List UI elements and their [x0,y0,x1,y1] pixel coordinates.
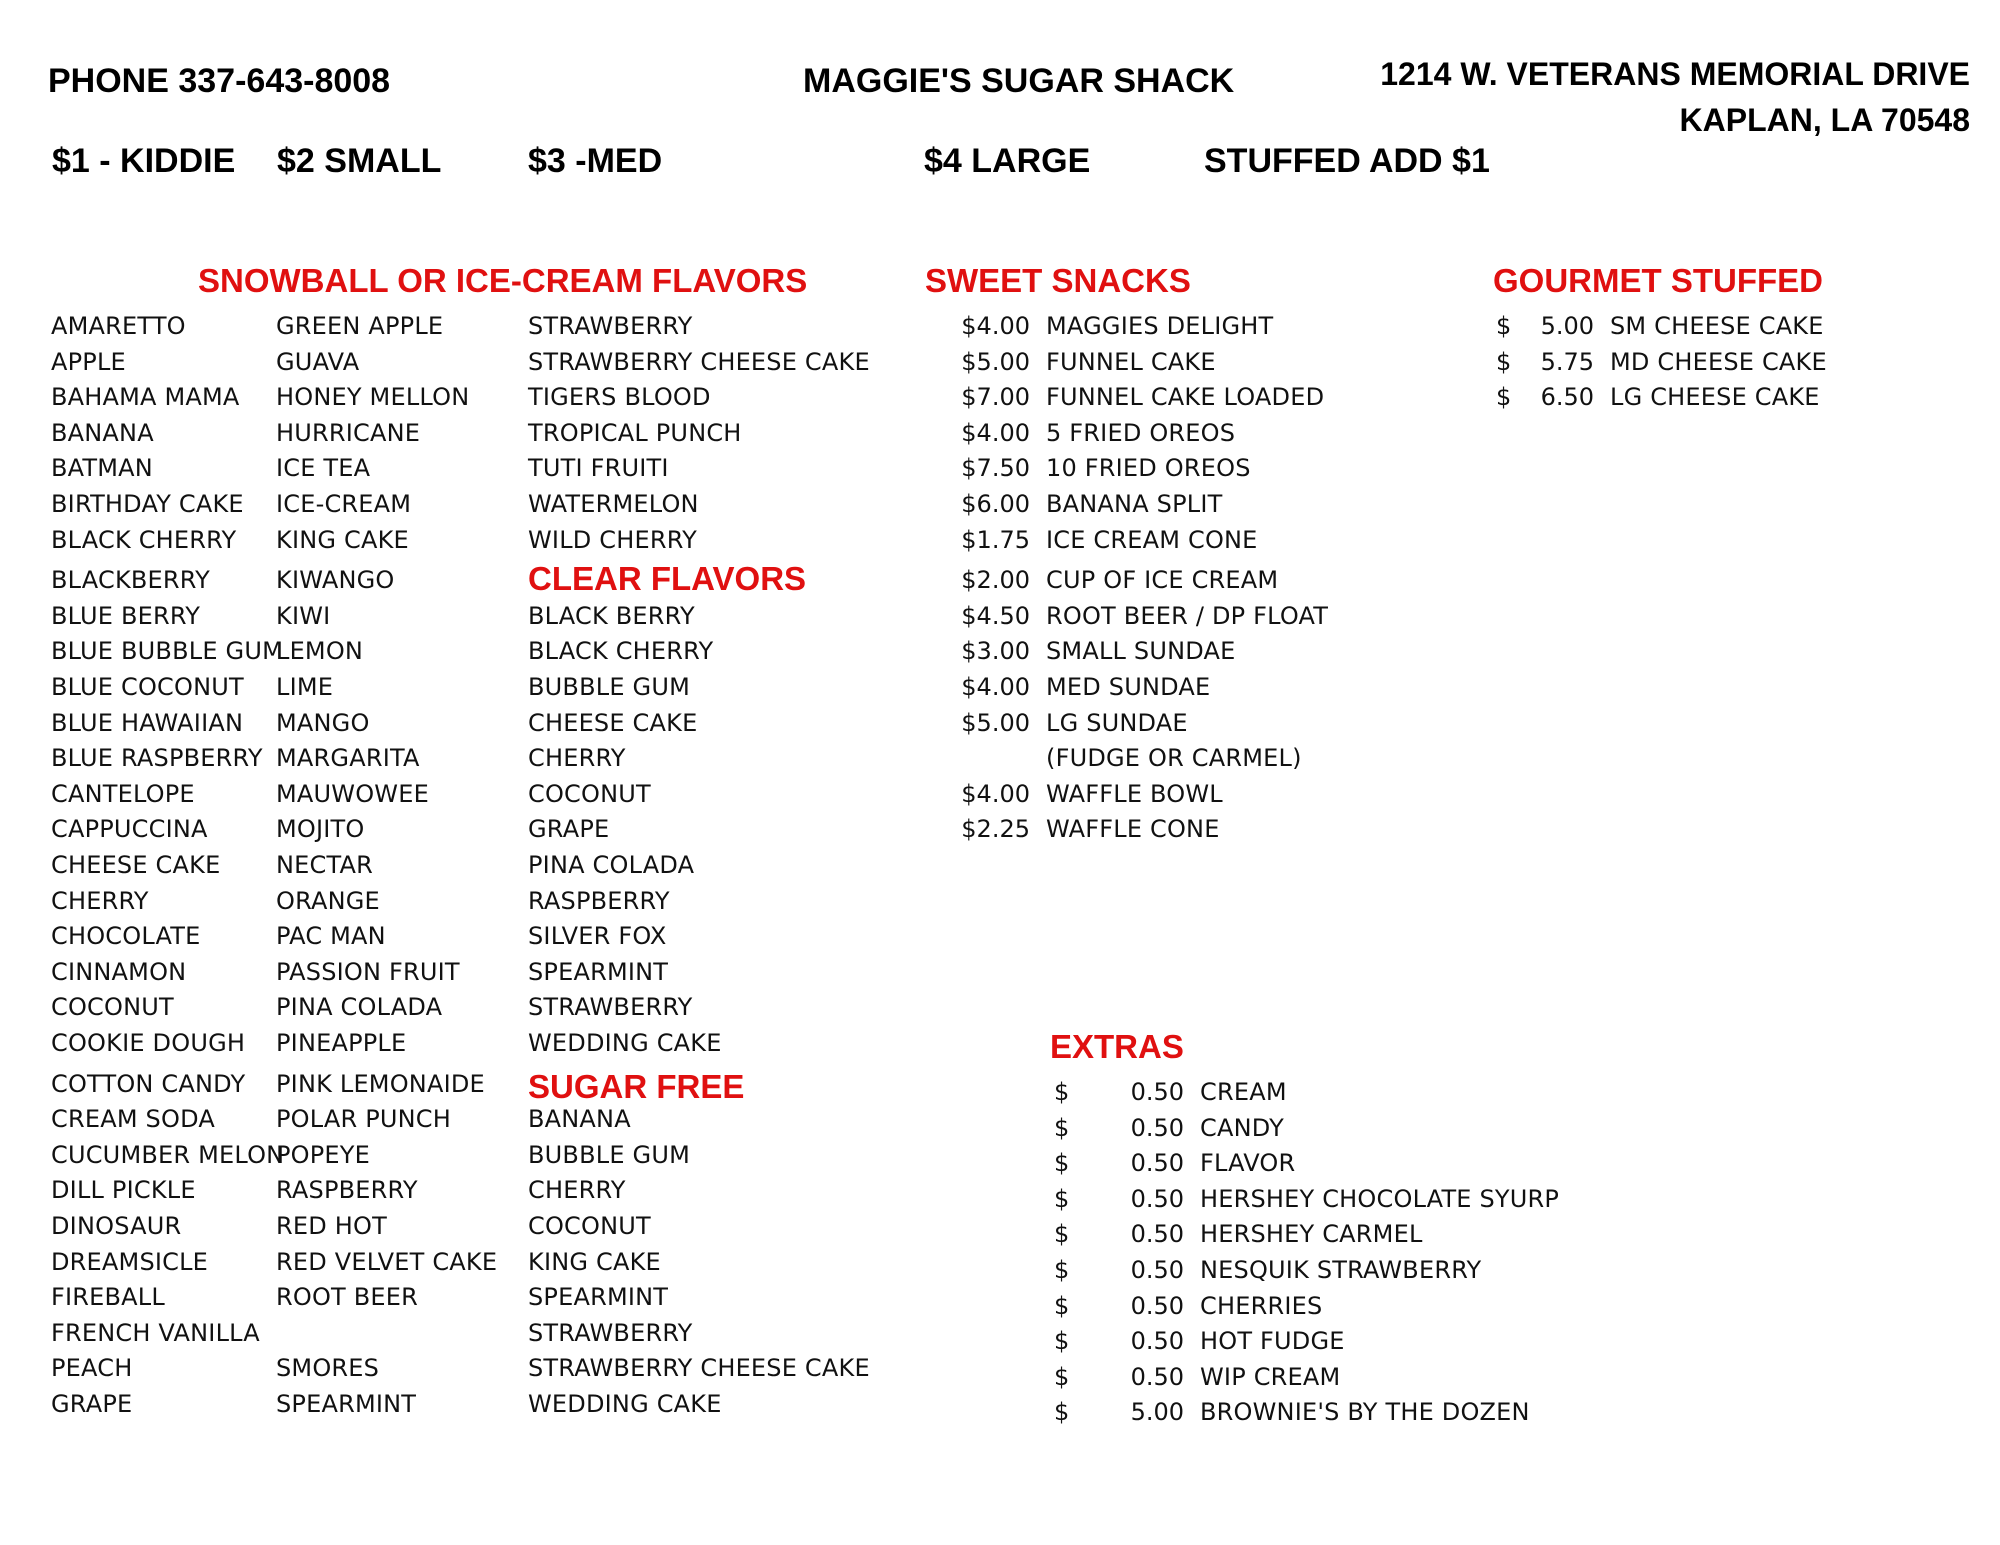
dollar-sign: $ [1496,347,1512,376]
clear-flavor-item: PINA COLADA [528,851,695,879]
flavor-item: PEACH [51,1354,133,1383]
flavor-item: TIGERS BLOOD [528,383,711,412]
address-line-2: KAPLAN, LA 70548 [1679,102,1970,138]
snack-name: WAFFLE CONE [1046,815,1220,844]
extras-amount: 0.50 [1130,1078,1184,1106]
flavor-item: KING CAKE [276,525,409,554]
flavor-item: POLAR PUNCH [276,1105,452,1134]
flavor-item: POPEYE [276,1140,371,1169]
clear-flavor-item: SILVER FOX [528,922,667,951]
snack-name: FUNNEL CAKE LOADED [1046,383,1325,412]
clear-flavor-item: BLACK BERRY [528,601,695,630]
clear-flavor-item: RASPBERRY [528,886,670,915]
flavor-item: COTTON CANDY [51,1069,246,1098]
flavor-item: APPLE [51,347,126,376]
flavor-item: BAHAMA MAMA [51,383,240,412]
flavor-item: RED HOT [276,1212,387,1240]
flavor-item: MAUWOWEE [276,779,429,808]
flavor-item: BLUE COCONUT [51,673,244,701]
flavor-item: CHOCOLATE [51,922,201,951]
price-kiddie: $1 - KIDDIE [52,142,236,180]
sugar-free-item: SPEARMINT [528,1283,669,1312]
extras-name: FLAVOR [1200,1149,1296,1178]
flavor-item: SPEARMINT [276,1390,417,1418]
snack-name: BANANA SPLIT [1046,490,1223,518]
extras-amount: 0.50 [1130,1220,1184,1249]
dollar-sign: $ [1054,1256,1070,1284]
extras-name: CANDY [1200,1113,1284,1142]
flavor-item: TROPICAL PUNCH [528,418,742,447]
dollar-sign: $ [1054,1149,1070,1178]
extras-amount: 0.50 [1130,1184,1184,1213]
flavor-item: HONEY MELLON [276,383,470,412]
address-line-1: 1214 W. VETERANS MEMORIAL DRIVE [1380,56,1970,92]
extras-name: CHERRIES [1200,1291,1323,1320]
extras-amount: 0.50 [1130,1113,1184,1142]
price-large: $4 LARGE [924,142,1091,180]
flavor-item: DREAMSICLE [51,1247,209,1276]
snack-name: LG SUNDAE [1046,708,1188,737]
extras-amount: 5.00 [1130,1398,1184,1427]
snack-name: FUNNEL CAKE [1046,347,1216,376]
gourmet-amount: 5.75 [1540,347,1594,376]
dollar-sign: $ [1054,1184,1070,1213]
flavor-item: BATMAN [51,454,153,483]
flavor-item: BLUE BUBBLE GUM [51,637,283,666]
sugar-free-heading: SUGAR FREE [528,1068,745,1105]
dollar-sign: $ [1496,383,1512,412]
extras-name: BROWNIE'S BY THE DOZEN [1200,1398,1530,1427]
gourmet-amount: 5.00 [1540,312,1594,340]
flavor-item: PINK LEMONAIDE [276,1069,485,1098]
flavor-item: BLUE BERRY [51,601,201,630]
flavor-item: CHERRY [51,886,149,915]
flavor-item: FIREBALL [51,1283,165,1312]
snack-name: WAFFLE BOWL [1046,779,1223,808]
sweet-snacks-heading: SWEET SNACKS [925,262,1191,299]
flavor-item: PINA COLADA [276,993,443,1022]
flavor-item: LEMON [276,637,364,666]
flavor-item: NECTAR [276,851,373,879]
flavor-item: FRENCH VANILLA [51,1318,260,1347]
flavor-item: DINOSAUR [51,1212,182,1240]
sugar-free-item: COCONUT [528,1212,651,1240]
flavor-item: AMARETTO [51,312,186,340]
clear-flavor-item: SPEARMINT [528,957,669,986]
flavor-item: COOKIE DOUGH [51,1029,246,1057]
snack-name: (FUDGE OR CARMEL) [1046,744,1302,773]
flavor-item: STRAWBERRY [528,312,693,340]
flavor-item: PINEAPPLE [276,1029,407,1057]
sugar-free-item: BUBBLE GUM [528,1140,690,1169]
flavor-item: BIRTHDAY CAKE [51,490,244,518]
sugar-free-item: BANANA [528,1105,631,1134]
extras-name: HERSHEY CHOCOLATE SYURP [1200,1184,1560,1213]
flavor-item: BLUE HAWAIIAN [51,708,244,737]
price-small: $2 SMALL [277,142,442,180]
extras-name: NESQUIK STRAWBERRY [1200,1256,1482,1284]
snack-price: $4.00 [961,779,1030,808]
dollar-sign: $ [1054,1220,1070,1249]
extras-amount: 0.50 [1130,1291,1184,1320]
flavor-item: KIWI [276,601,331,630]
flavor-item: BLUE RASPBERRY [51,744,263,773]
flavor-item: RASPBERRY [276,1176,418,1205]
flavor-item: STRAWBERRY CHEESE CAKE [528,347,870,376]
flavor-item: MARGARITA [276,744,420,773]
snack-price: $3.00 [961,637,1030,666]
gourmet-name: MD CHEESE CAKE [1610,347,1827,376]
snowball-heading: SNOWBALL OR ICE-CREAM FLAVORS [198,262,808,299]
price-stuffed: STUFFED ADD $1 [1204,142,1490,180]
snack-price: $1.75 [961,525,1030,554]
extras-name: CREAM [1200,1078,1287,1106]
price-med: $3 -MED [528,142,663,180]
snack-price: $5.00 [961,708,1030,737]
flavor-item: MANGO [276,708,370,737]
dollar-sign: $ [1054,1362,1070,1391]
flavor-item: TUTI FRUITI [528,454,669,483]
gourmet-name: LG CHEESE CAKE [1610,383,1820,412]
flavor-item: MOJITO [276,815,365,844]
clear-flavor-item: STRAWBERRY [528,993,693,1022]
flavor-item: WATERMELON [528,490,699,518]
snack-name: ICE CREAM CONE [1046,525,1258,554]
clear-flavor-item: CHERRY [528,744,626,773]
flavor-item: CHEESE CAKE [51,851,221,879]
flavor-item: CANTELOPE [51,779,195,808]
gourmet-amount: 6.50 [1540,383,1594,412]
snack-price: $5.00 [961,347,1030,376]
flavor-item: LIME [276,673,334,701]
snack-name: 5 FRIED OREOS [1046,418,1236,447]
flavor-item: BLACK CHERRY [51,525,237,554]
dollar-sign: $ [1054,1113,1070,1142]
flavor-item: KIWANGO [276,566,395,595]
flavor-item: GUAVA [276,347,360,376]
flavor-item: BLACKBERRY [51,566,210,595]
flavor-item: CINNAMON [51,957,187,986]
dollar-sign: $ [1496,312,1512,340]
clear-flavor-item: GRAPE [528,815,610,844]
clear-flavor-item: BUBBLE GUM [528,673,690,701]
extras-name: HOT FUDGE [1200,1327,1345,1356]
extras-amount: 0.50 [1130,1149,1184,1178]
flavor-item: HURRICANE [276,418,421,447]
clear-flavor-item: BLACK CHERRY [528,637,714,666]
flavor-item: GREEN APPLE [276,312,444,340]
snack-price: $7.00 [961,383,1030,412]
snack-name: 10 FRIED OREOS [1046,454,1251,483]
clear-flavor-item: CHEESE CAKE [528,708,698,737]
sugar-free-item: WEDDING CAKE [528,1390,722,1418]
flavor-item: CUCUMBER MELON [51,1140,285,1169]
flavor-item: ICE-CREAM [276,490,412,518]
snack-price: $7.50 [961,454,1030,483]
snack-name: CUP OF ICE CREAM [1046,566,1279,595]
snack-name: MAGGIES DELIGHT [1046,312,1274,340]
sugar-free-item: KING CAKE [528,1247,661,1276]
flavor-item: CREAM SODA [51,1105,215,1134]
extras-name: HERSHEY CARMEL [1200,1220,1423,1249]
flavor-item: COCONUT [51,993,174,1022]
dollar-sign: $ [1054,1291,1070,1320]
gourmet-heading: GOURMET STUFFED [1493,262,1823,299]
dollar-sign: $ [1054,1398,1070,1427]
extras-name: WIP CREAM [1200,1362,1341,1391]
sugar-free-item: STRAWBERRY [528,1318,693,1347]
flavor-item: WILD CHERRY [528,525,697,554]
flavor-item: GRAPE [51,1390,133,1418]
flavor-item: CAPPUCCINA [51,815,208,844]
flavor-item: SMORES [276,1354,380,1383]
snack-price: $2.25 [961,815,1030,844]
phone-number: PHONE 337-643-8008 [48,62,391,100]
gourmet-name: SM CHEESE CAKE [1610,312,1824,340]
flavor-item: RED VELVET CAKE [276,1247,498,1276]
extras-heading: EXTRAS [1050,1028,1184,1065]
shop-title: MAGGIE'S SUGAR SHACK [803,62,1235,100]
snack-price: $6.00 [961,490,1030,518]
clear-flavor-item: WEDDING CAKE [528,1029,722,1057]
clear-flavor-item: COCONUT [528,779,651,808]
dollar-sign: $ [1054,1327,1070,1356]
snack-name: SMALL SUNDAE [1046,637,1236,666]
extras-amount: 0.50 [1130,1256,1184,1284]
extras-amount: 0.50 [1130,1327,1184,1356]
flavor-item: ROOT BEER [276,1283,419,1312]
extras-amount: 0.50 [1130,1362,1184,1391]
flavor-item: ORANGE [276,886,380,915]
sugar-free-item: STRAWBERRY CHEESE CAKE [528,1354,870,1383]
sugar-free-item: CHERRY [528,1176,626,1205]
flavor-item: ICE TEA [276,454,371,483]
clear-flavors-heading: CLEAR FLAVORS [528,560,807,597]
snack-price: $4.00 [961,418,1030,447]
snack-name: ROOT BEER / DP FLOAT [1046,601,1329,630]
snack-price: $4.00 [961,673,1030,701]
flavor-item: DILL PICKLE [51,1176,196,1205]
snack-name: MED SUNDAE [1046,673,1211,701]
dollar-sign: $ [1054,1078,1070,1106]
snack-price: $2.00 [961,566,1030,595]
flavor-item: BANANA [51,418,154,447]
snack-price: $4.00 [961,312,1030,340]
snack-price: $4.50 [961,601,1030,630]
flavor-item: PAC MAN [276,922,386,951]
flavor-item: PASSION FRUIT [276,957,460,986]
